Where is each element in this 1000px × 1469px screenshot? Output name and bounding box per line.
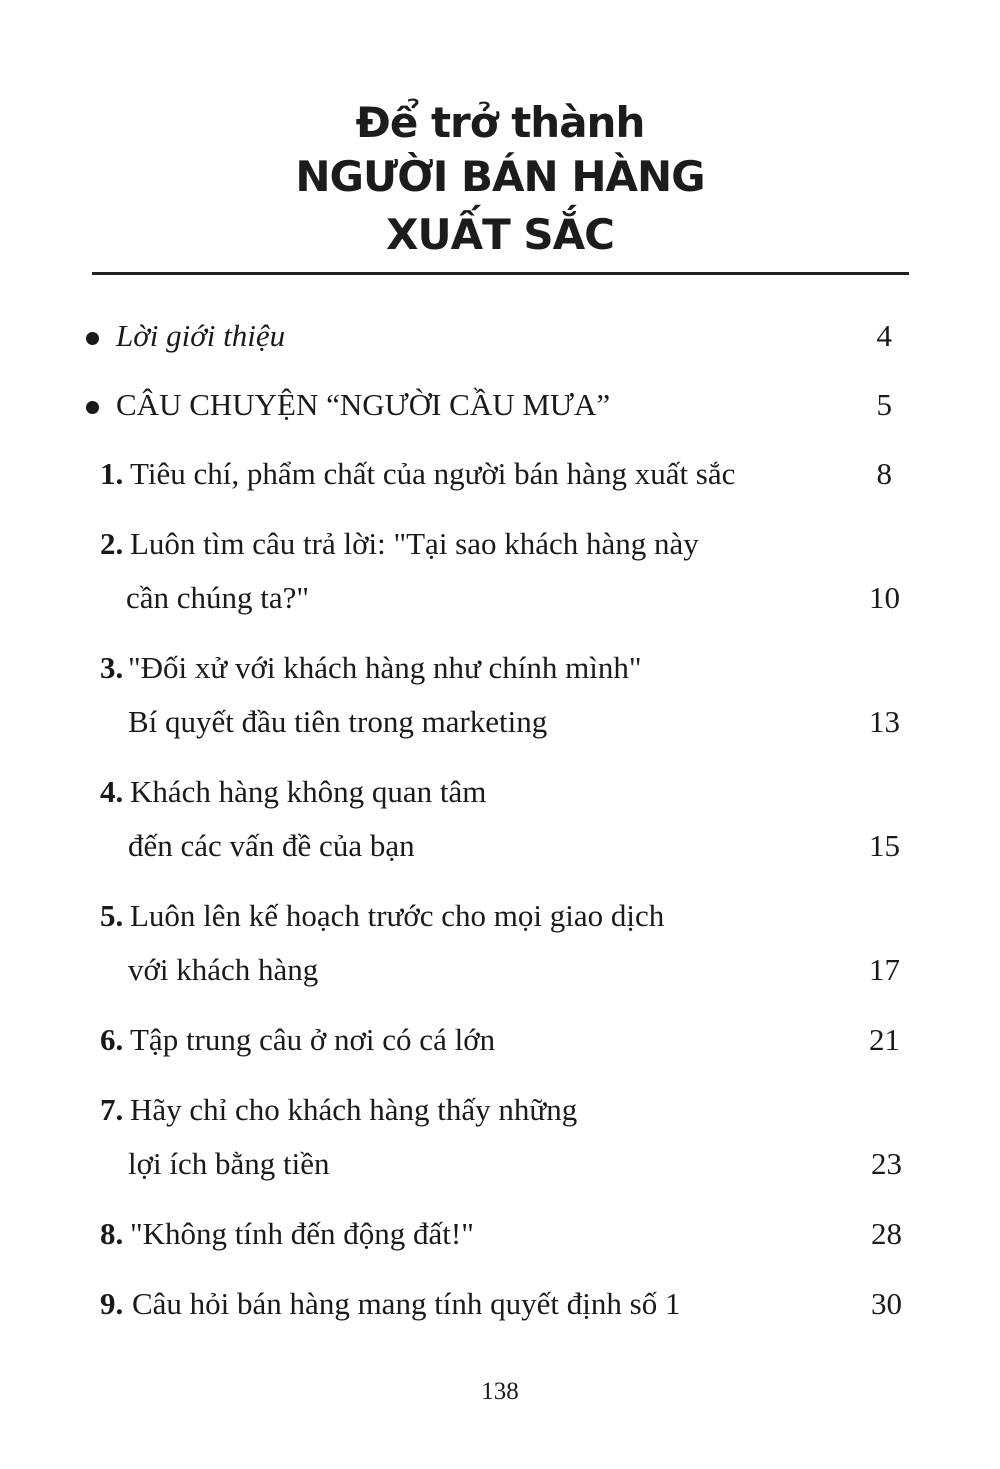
toc-item-page: 30 <box>871 1286 902 1321</box>
toc-item-number: 6. <box>100 1022 124 1057</box>
toc-intro-label: Lời giới thiệu <box>116 318 286 353</box>
toc-item-page: 17 <box>869 952 900 987</box>
toc-item-number: 1. <box>100 456 124 491</box>
toc-item-title: "Không tính đến động đất!" <box>130 1216 474 1251</box>
toc-item-title: Luôn lên kế hoạch trước cho mọi giao dịch <box>130 898 665 933</box>
toc-item-title-cont: Bí quyết đầu tiên trong marketing <box>128 704 548 739</box>
toc-item-number: 4. <box>100 774 124 809</box>
title-line-3: XUẤT SẮC <box>386 210 614 259</box>
toc-item-page: 8 <box>876 456 892 491</box>
toc-item-number: 8. <box>100 1216 124 1251</box>
toc-item-title: "Đối xử với khách hàng như chính mình" <box>128 650 642 685</box>
toc-item-title: Hãy chỉ cho khách hàng thấy những <box>130 1092 578 1127</box>
toc-item-number: 9. <box>100 1286 124 1321</box>
toc-item-page: 23 <box>871 1146 902 1181</box>
toc-item-number: 3. <box>100 650 124 685</box>
toc-item-number: 7. <box>100 1092 124 1127</box>
toc-item-title-cont: lợi ích bằng tiền <box>128 1146 330 1181</box>
toc-item-page: 10 <box>869 580 900 615</box>
title-divider <box>92 272 909 275</box>
toc-item-number: 2. <box>100 526 124 561</box>
toc-story-label: CÂU CHUYỆN “NGƯỜI CẦU MƯA” <box>116 387 611 422</box>
toc-item-title: Luôn tìm câu trả lời: "Tại sao khách hàng này <box>130 526 699 561</box>
toc-item-title: Tiêu chí, phẩm chất của người bán hàng xuất sắc <box>130 456 736 491</box>
toc-story-page: 5 <box>876 387 892 422</box>
toc-item-title-cont: đến các vấn đề của bạn <box>128 828 415 863</box>
title-line-1: Để trở thành <box>355 98 645 147</box>
toc-intro-page: 4 <box>876 318 892 353</box>
toc-item-page: 21 <box>869 1022 900 1057</box>
title-line-2: NGƯỜI BÁN HÀNG <box>295 152 705 201</box>
toc-item-title-cont: cần chúng ta?" <box>126 580 310 615</box>
toc-item-page: 15 <box>869 828 900 863</box>
toc-item-number: 5. <box>100 898 124 933</box>
toc-item-title: Tập trung câu ở nơi có cá lớn <box>130 1022 496 1057</box>
bullet-icon <box>86 401 99 414</box>
bullet-icon <box>86 332 99 345</box>
page-number: 138 <box>481 1378 519 1405</box>
toc-item-title: Khách hàng không quan tâm <box>130 774 487 809</box>
toc-item-title-cont: với khách hàng <box>128 952 319 987</box>
toc-item-page: 13 <box>869 704 900 739</box>
toc-item-page: 28 <box>871 1216 902 1251</box>
toc-item-title: Câu hỏi bán hàng mang tính quyết định số 1 <box>132 1286 681 1321</box>
